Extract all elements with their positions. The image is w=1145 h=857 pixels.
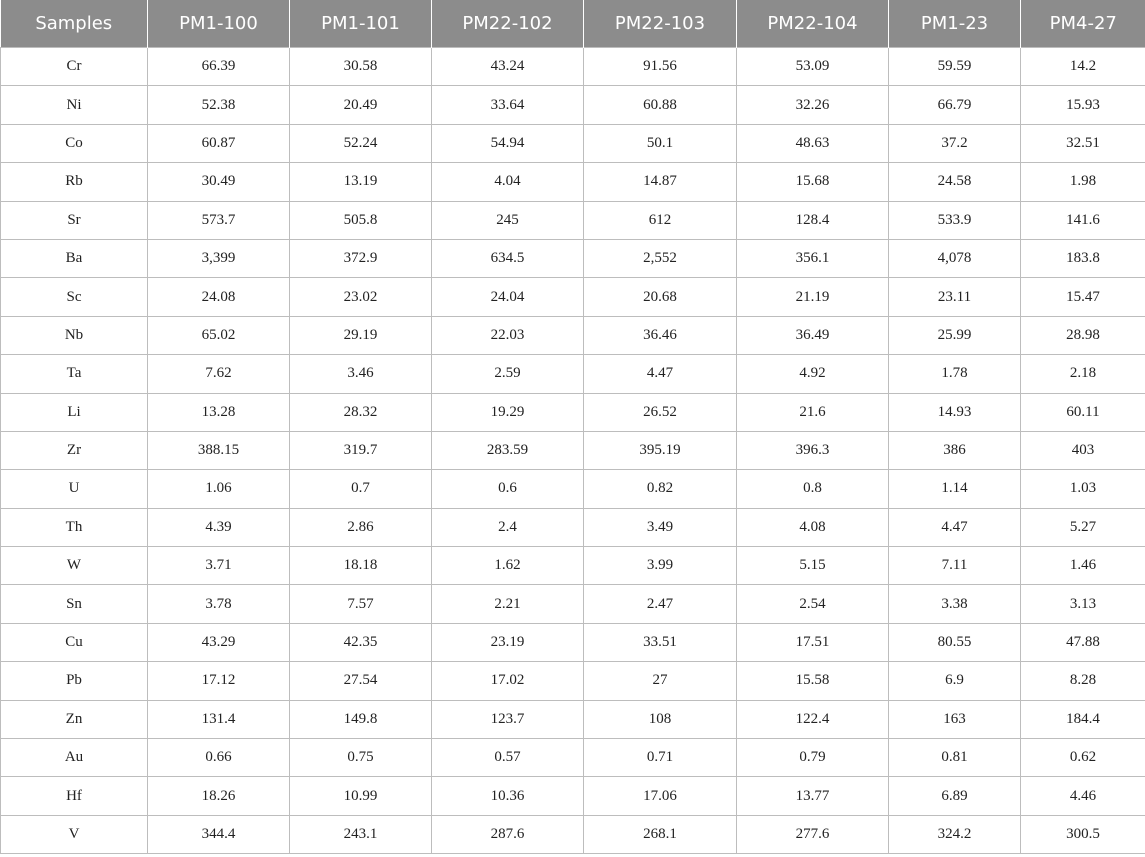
header-cell-sample-id: PM1-101 <box>290 0 432 48</box>
value-cell: 183.8 <box>1021 239 1145 277</box>
value-cell: 396.3 <box>737 431 889 469</box>
header-cell-sample-id: PM1-100 <box>148 0 290 48</box>
value-cell: 32.51 <box>1021 124 1145 162</box>
value-cell: 356.1 <box>737 239 889 277</box>
value-cell: 319.7 <box>290 431 432 469</box>
value-cell: 0.62 <box>1021 739 1145 777</box>
value-cell: 3.71 <box>148 547 290 585</box>
value-cell: 245 <box>432 201 584 239</box>
value-cell: 268.1 <box>584 815 737 853</box>
element-name-cell: Co <box>1 124 148 162</box>
value-cell: 37.2 <box>889 124 1021 162</box>
value-cell: 2.18 <box>1021 355 1145 393</box>
value-cell: 17.02 <box>432 662 584 700</box>
value-cell: 52.38 <box>148 86 290 124</box>
value-cell: 1.62 <box>432 547 584 585</box>
header-cell-samples: Samples <box>1 0 148 48</box>
value-cell: 17.51 <box>737 623 889 661</box>
table-row <box>1 547 1145 585</box>
element-name-cell: Zn <box>1 700 148 738</box>
value-cell: 0.79 <box>737 739 889 777</box>
value-cell: 19.29 <box>432 393 584 431</box>
value-cell: 0.8 <box>737 470 889 508</box>
element-name-cell: Zr <box>1 431 148 469</box>
value-cell: 634.5 <box>432 239 584 277</box>
value-cell: 15.47 <box>1021 278 1145 316</box>
table-row <box>1 239 1145 277</box>
header-row <box>1 0 1145 48</box>
value-cell: 18.18 <box>290 547 432 585</box>
value-cell: 32.26 <box>737 86 889 124</box>
value-cell: 6.89 <box>889 777 1021 815</box>
element-name-cell: Li <box>1 393 148 431</box>
value-cell: 29.19 <box>290 316 432 354</box>
value-cell: 21.6 <box>737 393 889 431</box>
value-cell: 7.62 <box>148 355 290 393</box>
value-cell: 0.81 <box>889 739 1021 777</box>
value-cell: 33.64 <box>432 86 584 124</box>
value-cell: 18.26 <box>148 777 290 815</box>
value-cell: 0.75 <box>290 739 432 777</box>
table-row <box>1 48 1145 86</box>
table-row <box>1 700 1145 738</box>
value-cell: 43.24 <box>432 48 584 86</box>
value-cell: 505.8 <box>290 201 432 239</box>
value-cell: 2.4 <box>432 508 584 546</box>
value-cell: 612 <box>584 201 737 239</box>
element-name-cell: Cu <box>1 623 148 661</box>
value-cell: 4.47 <box>584 355 737 393</box>
value-cell: 2,552 <box>584 239 737 277</box>
value-cell: 4.39 <box>148 508 290 546</box>
value-cell: 7.57 <box>290 585 432 623</box>
value-cell: 65.02 <box>148 316 290 354</box>
value-cell: 1.14 <box>889 470 1021 508</box>
value-cell: 1.78 <box>889 355 1021 393</box>
value-cell: 6.9 <box>889 662 1021 700</box>
value-cell: 36.46 <box>584 316 737 354</box>
value-cell: 3.38 <box>889 585 1021 623</box>
value-cell: 27.54 <box>290 662 432 700</box>
value-cell: 10.36 <box>432 777 584 815</box>
value-cell: 3.78 <box>148 585 290 623</box>
value-cell: 4,078 <box>889 239 1021 277</box>
value-cell: 23.19 <box>432 623 584 661</box>
table-row <box>1 777 1145 815</box>
value-cell: 287.6 <box>432 815 584 853</box>
value-cell: 4.47 <box>889 508 1021 546</box>
value-cell: 141.6 <box>1021 201 1145 239</box>
value-cell: 149.8 <box>290 700 432 738</box>
element-name-cell: Sn <box>1 585 148 623</box>
element-name-cell: Ba <box>1 239 148 277</box>
value-cell: 277.6 <box>737 815 889 853</box>
value-cell: 60.11 <box>1021 393 1145 431</box>
value-cell: 60.88 <box>584 86 737 124</box>
header-cell-sample-id: PM22-103 <box>584 0 737 48</box>
value-cell: 184.4 <box>1021 700 1145 738</box>
value-cell: 1.46 <box>1021 547 1145 585</box>
value-cell: 30.49 <box>148 163 290 201</box>
value-cell: 4.92 <box>737 355 889 393</box>
table-header <box>1 0 1145 48</box>
table-row <box>1 124 1145 162</box>
value-cell: 26.52 <box>584 393 737 431</box>
value-cell: 53.09 <box>737 48 889 86</box>
element-name-cell: W <box>1 547 148 585</box>
value-cell: 0.6 <box>432 470 584 508</box>
value-cell: 30.58 <box>290 48 432 86</box>
value-cell: 80.55 <box>889 623 1021 661</box>
element-name-cell: Hf <box>1 777 148 815</box>
value-cell: 1.98 <box>1021 163 1145 201</box>
table-row <box>1 470 1145 508</box>
table-row <box>1 163 1145 201</box>
value-cell: 43.29 <box>148 623 290 661</box>
value-cell: 573.7 <box>148 201 290 239</box>
value-cell: 0.82 <box>584 470 737 508</box>
value-cell: 372.9 <box>290 239 432 277</box>
value-cell: 4.08 <box>737 508 889 546</box>
element-name-cell: U <box>1 470 148 508</box>
value-cell: 3.99 <box>584 547 737 585</box>
value-cell: 163 <box>889 700 1021 738</box>
element-name-cell: Pb <box>1 662 148 700</box>
value-cell: 2.86 <box>290 508 432 546</box>
value-cell: 243.1 <box>290 815 432 853</box>
value-cell: 23.11 <box>889 278 1021 316</box>
value-cell: 2.21 <box>432 585 584 623</box>
table-row <box>1 278 1145 316</box>
value-cell: 24.08 <box>148 278 290 316</box>
value-cell: 1.03 <box>1021 470 1145 508</box>
element-name-cell: Ni <box>1 86 148 124</box>
element-name-cell: Cr <box>1 48 148 86</box>
value-cell: 4.04 <box>432 163 584 201</box>
value-cell: 3.46 <box>290 355 432 393</box>
table-row <box>1 393 1145 431</box>
value-cell: 15.68 <box>737 163 889 201</box>
value-cell: 0.71 <box>584 739 737 777</box>
value-cell: 283.59 <box>432 431 584 469</box>
table-row <box>1 585 1145 623</box>
table-row <box>1 201 1145 239</box>
element-name-cell: Ta <box>1 355 148 393</box>
value-cell: 122.4 <box>737 700 889 738</box>
value-cell: 1.06 <box>148 470 290 508</box>
value-cell: 8.28 <box>1021 662 1145 700</box>
value-cell: 15.93 <box>1021 86 1145 124</box>
value-cell: 5.27 <box>1021 508 1145 546</box>
header-cell-sample-id: PM4-27 <box>1021 0 1145 48</box>
value-cell: 14.2 <box>1021 48 1145 86</box>
value-cell: 344.4 <box>148 815 290 853</box>
value-cell: 54.94 <box>432 124 584 162</box>
value-cell: 60.87 <box>148 124 290 162</box>
element-name-cell: Au <box>1 739 148 777</box>
element-name-cell: V <box>1 815 148 853</box>
value-cell: 128.4 <box>737 201 889 239</box>
value-cell: 50.1 <box>584 124 737 162</box>
value-cell: 3,399 <box>148 239 290 277</box>
value-cell: 36.49 <box>737 316 889 354</box>
value-cell: 403 <box>1021 431 1145 469</box>
value-cell: 59.59 <box>889 48 1021 86</box>
value-cell: 14.93 <box>889 393 1021 431</box>
value-cell: 131.4 <box>148 700 290 738</box>
value-cell: 48.63 <box>737 124 889 162</box>
header-cell-sample-id: PM1-23 <box>889 0 1021 48</box>
value-cell: 123.7 <box>432 700 584 738</box>
value-cell: 25.99 <box>889 316 1021 354</box>
value-cell: 17.12 <box>148 662 290 700</box>
element-name-cell: Sc <box>1 278 148 316</box>
value-cell: 42.35 <box>290 623 432 661</box>
value-cell: 66.79 <box>889 86 1021 124</box>
value-cell: 28.98 <box>1021 316 1145 354</box>
value-cell: 0.66 <box>148 739 290 777</box>
value-cell: 33.51 <box>584 623 737 661</box>
element-name-cell: Th <box>1 508 148 546</box>
value-cell: 388.15 <box>148 431 290 469</box>
value-cell: 300.5 <box>1021 815 1145 853</box>
value-cell: 2.59 <box>432 355 584 393</box>
header-cell-sample-id: PM22-104 <box>737 0 889 48</box>
table-row <box>1 623 1145 661</box>
element-name-cell: Nb <box>1 316 148 354</box>
value-cell: 13.28 <box>148 393 290 431</box>
value-cell: 324.2 <box>889 815 1021 853</box>
value-cell: 23.02 <box>290 278 432 316</box>
value-cell: 66.39 <box>148 48 290 86</box>
value-cell: 0.57 <box>432 739 584 777</box>
value-cell: 2.54 <box>737 585 889 623</box>
value-cell: 395.19 <box>584 431 737 469</box>
table-body <box>1 48 1145 854</box>
value-cell: 20.68 <box>584 278 737 316</box>
table-row <box>1 431 1145 469</box>
value-cell: 91.56 <box>584 48 737 86</box>
value-cell: 533.9 <box>889 201 1021 239</box>
table-row <box>1 662 1145 700</box>
table-row <box>1 86 1145 124</box>
table-row <box>1 508 1145 546</box>
value-cell: 13.19 <box>290 163 432 201</box>
value-cell: 28.32 <box>290 393 432 431</box>
value-cell: 4.46 <box>1021 777 1145 815</box>
value-cell: 47.88 <box>1021 623 1145 661</box>
value-cell: 24.04 <box>432 278 584 316</box>
table-row <box>1 316 1145 354</box>
value-cell: 17.06 <box>584 777 737 815</box>
value-cell: 15.58 <box>737 662 889 700</box>
value-cell: 108 <box>584 700 737 738</box>
value-cell: 13.77 <box>737 777 889 815</box>
value-cell: 0.7 <box>290 470 432 508</box>
value-cell: 7.11 <box>889 547 1021 585</box>
value-cell: 20.49 <box>290 86 432 124</box>
value-cell: 21.19 <box>737 278 889 316</box>
value-cell: 22.03 <box>432 316 584 354</box>
table-row <box>1 739 1145 777</box>
table-row <box>1 815 1145 853</box>
value-cell: 14.87 <box>584 163 737 201</box>
value-cell: 24.58 <box>889 163 1021 201</box>
element-name-cell: Rb <box>1 163 148 201</box>
value-cell: 52.24 <box>290 124 432 162</box>
header-cell-sample-id: PM22-102 <box>432 0 584 48</box>
value-cell: 3.13 <box>1021 585 1145 623</box>
value-cell: 27 <box>584 662 737 700</box>
value-cell: 10.99 <box>290 777 432 815</box>
table-row <box>1 355 1145 393</box>
element-name-cell: Sr <box>1 201 148 239</box>
value-cell: 3.49 <box>584 508 737 546</box>
value-cell: 386 <box>889 431 1021 469</box>
value-cell: 2.47 <box>584 585 737 623</box>
value-cell: 5.15 <box>737 547 889 585</box>
